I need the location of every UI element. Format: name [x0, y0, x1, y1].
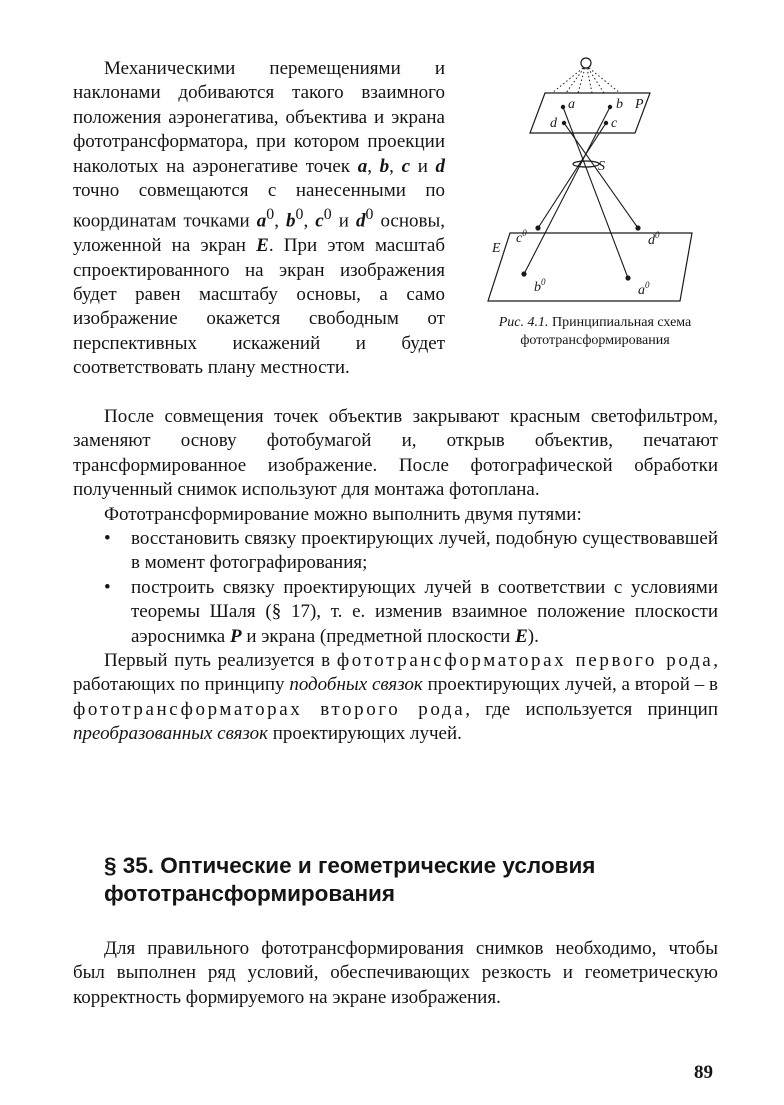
- bullet-icon: •: [104, 528, 111, 549]
- bullet-icon: •: [104, 576, 111, 598]
- paragraph-2: После совмещения точек объектив закрывают красным светофильтром, заменяют основу фотобумагой и, открыв объектив, печатают трансформированное изображение. После фотографической обработки полученный снимок используют для монтажа фотоплана.: [73, 406, 718, 501]
- point-c: c: [401, 155, 410, 177]
- figure-caption: [464, 314, 726, 350]
- point-d: d: [435, 155, 446, 177]
- term-first-kind: фототрансформаторах первого рода: [336, 650, 714, 671]
- list-item: • восстановить связку проектирующих лучей, подобную существовавшей в момент фотографирования;: [104, 528, 718, 574]
- label-c: c: [611, 116, 618, 131]
- label-b: b: [616, 97, 623, 112]
- label-d: d: [550, 116, 557, 131]
- label-b0: $b^0$: [534, 277, 546, 295]
- label-E: E: [492, 241, 501, 256]
- list-item: • построить связку проектирующих лучей в соответствии с условиями теоремы Шаля (§ 17), т. е. изменив взаимное положение плоскости аэроснимка P и экрана (предметной плоскости E).: [104, 576, 718, 647]
- paragraph-3: Фототрансформирование можно выполнить двумя путями:: [104, 504, 582, 525]
- scheme-diagram: [480, 55, 712, 315]
- negative-plane-P: [530, 93, 650, 133]
- term-similar-bundles: подобных связок: [289, 674, 423, 696]
- point-a0: a: [256, 210, 267, 232]
- points: [521, 105, 640, 281]
- screen-E: E: [256, 235, 269, 257]
- light-source-icon: [581, 58, 591, 68]
- label-a: a: [568, 97, 575, 112]
- intro-text-2: точно совмещаются с нанесенными по координатам точками: [73, 180, 445, 232]
- paragraph-5: Для правильного фототрансформирования снимков необходимо, чтобы был выполнен ряд условий, обеспечивающих резкость и геометрическую корректность формируемого на экране изображения.: [73, 938, 718, 1008]
- section-heading: § 35. Оптические и геометрические условия фототрансформирования: [104, 853, 596, 906]
- label-d0: $d^0$: [648, 230, 660, 248]
- intro-paragraph: Механическими перемещениями и наклонами добиваются такого взаимного положения аэронегатива, объектива и экрана фототрансформатора, при котором проекции наколотых на аэронегативе точек a, b, c и d точно совмещаются с нанесенными по координатам точками $a^0$, $b^0$, $c^0$ и $d^0$ основы, уложенной на экран E. При этом масштаб спроектированного на экран изображения будет равен масштабу основы, а само изображение окажется свободным от перспективных искажений и будет соответствовать плану местности.: [73, 58, 446, 379]
- label-c0: $c^0$: [516, 228, 527, 246]
- intro-text-1: Механическими перемещениями и наклонами добиваются такого взаимного положения аэронегатива, объектива и экрана фототрансформатора, при котором проекции наколотых на аэронегативе точек: [73, 58, 445, 177]
- label-P: P: [635, 97, 644, 112]
- paragraph-4: Первый путь реализуется в фототрансформаторах первого рода, работающих по принципу подобных связок проектирующих лучей, а второй – в фототрансформаторах второго рода, где используется принцип преобразованных связок проектирующих лучей.: [73, 650, 718, 745]
- light-rays: [552, 68, 620, 93]
- point-c0: c: [315, 210, 324, 232]
- label-S: S: [598, 159, 605, 174]
- figure-phototransform-scheme: [480, 55, 712, 315]
- ways-list: [73, 527, 718, 649]
- intro-text-3: основы, уложенной на экран: [73, 210, 446, 257]
- term-transformed-bundles: преобразованных связок: [73, 723, 268, 745]
- intro-text-4: . При этом масштаб спроектированного на экран изображения будет равен масштабу основы, а само изображение окажется свободным от перспективных искажений и будет соответствовать плану местности.: [73, 235, 445, 379]
- point-b: b: [379, 155, 390, 177]
- point-d0: d: [355, 210, 366, 232]
- point-a: a: [357, 155, 368, 177]
- caption-label: Рис. 4.1.: [498, 315, 549, 330]
- caption-text: Принципиальная схема фототрансформирования: [520, 315, 692, 348]
- term-second-kind: фототрансформаторах второго рода: [73, 698, 466, 720]
- point-b0: b: [286, 210, 296, 232]
- label-a0: $a^0$: [638, 280, 650, 298]
- page-number: 89: [694, 1062, 713, 1083]
